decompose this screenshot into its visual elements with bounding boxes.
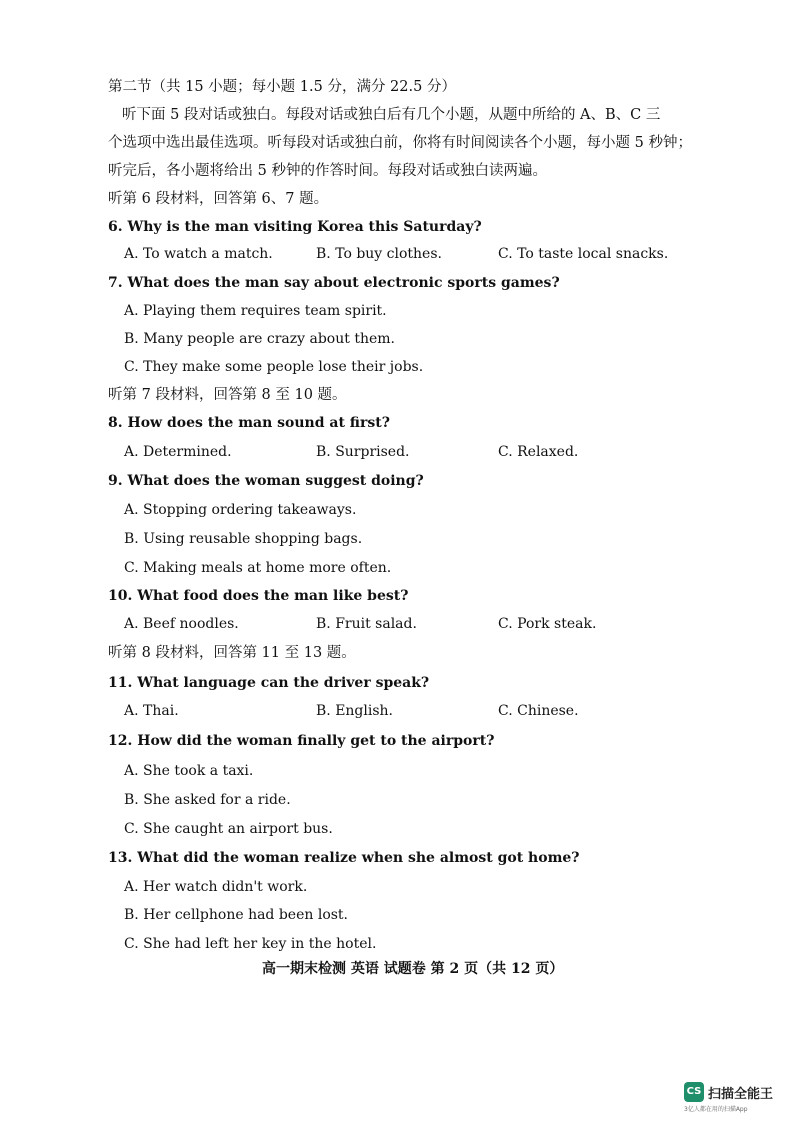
question-6-options [124,246,684,264]
scanner-watermark-logo [684,1082,784,1116]
option-a: A. She took a taxi. [124,763,254,779]
intro-line-2: 个选项中选出最佳选项。听每段对话或独白前，你将有时间阅读各个小题，每小题 5 秒钟； [108,135,692,151]
option-b: B. Many people are crazy about them. [124,331,395,347]
option-c: C. Relaxed. [498,444,579,460]
question-10-options [124,616,684,634]
option-b: B. Using reusable shopping bags. [124,531,363,547]
option-a: A. Playing them requires team spirit. [124,303,387,319]
question-6: 6. Why is the man visiting Korea this Saturday? [108,219,482,235]
option-b: B. She asked for a ride. [124,792,291,808]
option-c: C. She had left her key in the hotel. [124,936,377,952]
option-a: A. Beef noodles. [124,616,239,632]
question-8-options [124,444,684,462]
option-c: C. Making meals at home more often. [124,560,392,576]
option-a: A. Thai. [124,703,179,719]
option-a: A. Her watch didn't work. [124,879,308,895]
option-c: C. Chinese. [498,703,579,719]
material-7-label: 听第 7 段材料，回答第 8 至 10 题。 [108,387,347,403]
option-a: A. Stopping ordering takeaways. [124,502,357,518]
option-b: B. Surprised. [316,444,410,460]
option-b: B. To buy clothes. [316,246,442,262]
intro-line-1: 听下面 5 段对话或独白。每段对话或独白后有几个小题，从题中所给的 A、B、C 三 [122,107,661,123]
option-a: A. To watch a match. [124,246,273,262]
intro-line-3: 听完后，各小题将给出 5 秒钟的作答时间。每段对话或独白读两遍。 [108,163,547,179]
material-8-label: 听第 8 段材料，回答第 11 至 13 题。 [108,645,356,661]
material-6-label: 听第 6 段材料，回答第 6、7 题。 [108,191,329,207]
option-c: C. Pork steak. [498,616,597,632]
option-a: A. Determined. [124,444,232,460]
question-11: 11. What language can the driver speak? [108,675,430,691]
question-11-options [124,703,684,721]
option-c: C. To taste local snacks. [498,246,669,262]
page-footer: 高一期末检测 英语 试题卷 第 2 页（共 12 页） [262,961,564,977]
option-b: B. Fruit salad. [316,616,417,632]
scanner-app-name: 扫描全能王 [708,1087,774,1102]
question-10: 10. What food does the man like best? [108,588,409,604]
option-c: C. She caught an airport bus. [124,821,333,837]
question-12: 12. How did the woman finally get to the airport? [108,733,495,749]
option-c: C. They make some people lose their jobs. [124,359,424,375]
question-7: 7. What does the man say about electronic sports games? [108,275,560,291]
question-13: 13. What did the woman realize when she almost got home? [108,850,580,866]
cs-logo-icon: CS [684,1082,704,1102]
option-b: B. Her cellphone had been lost. [124,907,349,923]
question-8: 8. How does the man sound at first? [108,415,390,431]
option-b: B. English. [316,703,393,719]
section-title: 第二节（共 15 小题；每小题 1.5 分，满分 22.5 分） [108,79,456,95]
scanner-app-tagline: 3亿人都在用的扫描App [684,1106,748,1113]
question-9: 9. What does the woman suggest doing? [108,473,424,489]
